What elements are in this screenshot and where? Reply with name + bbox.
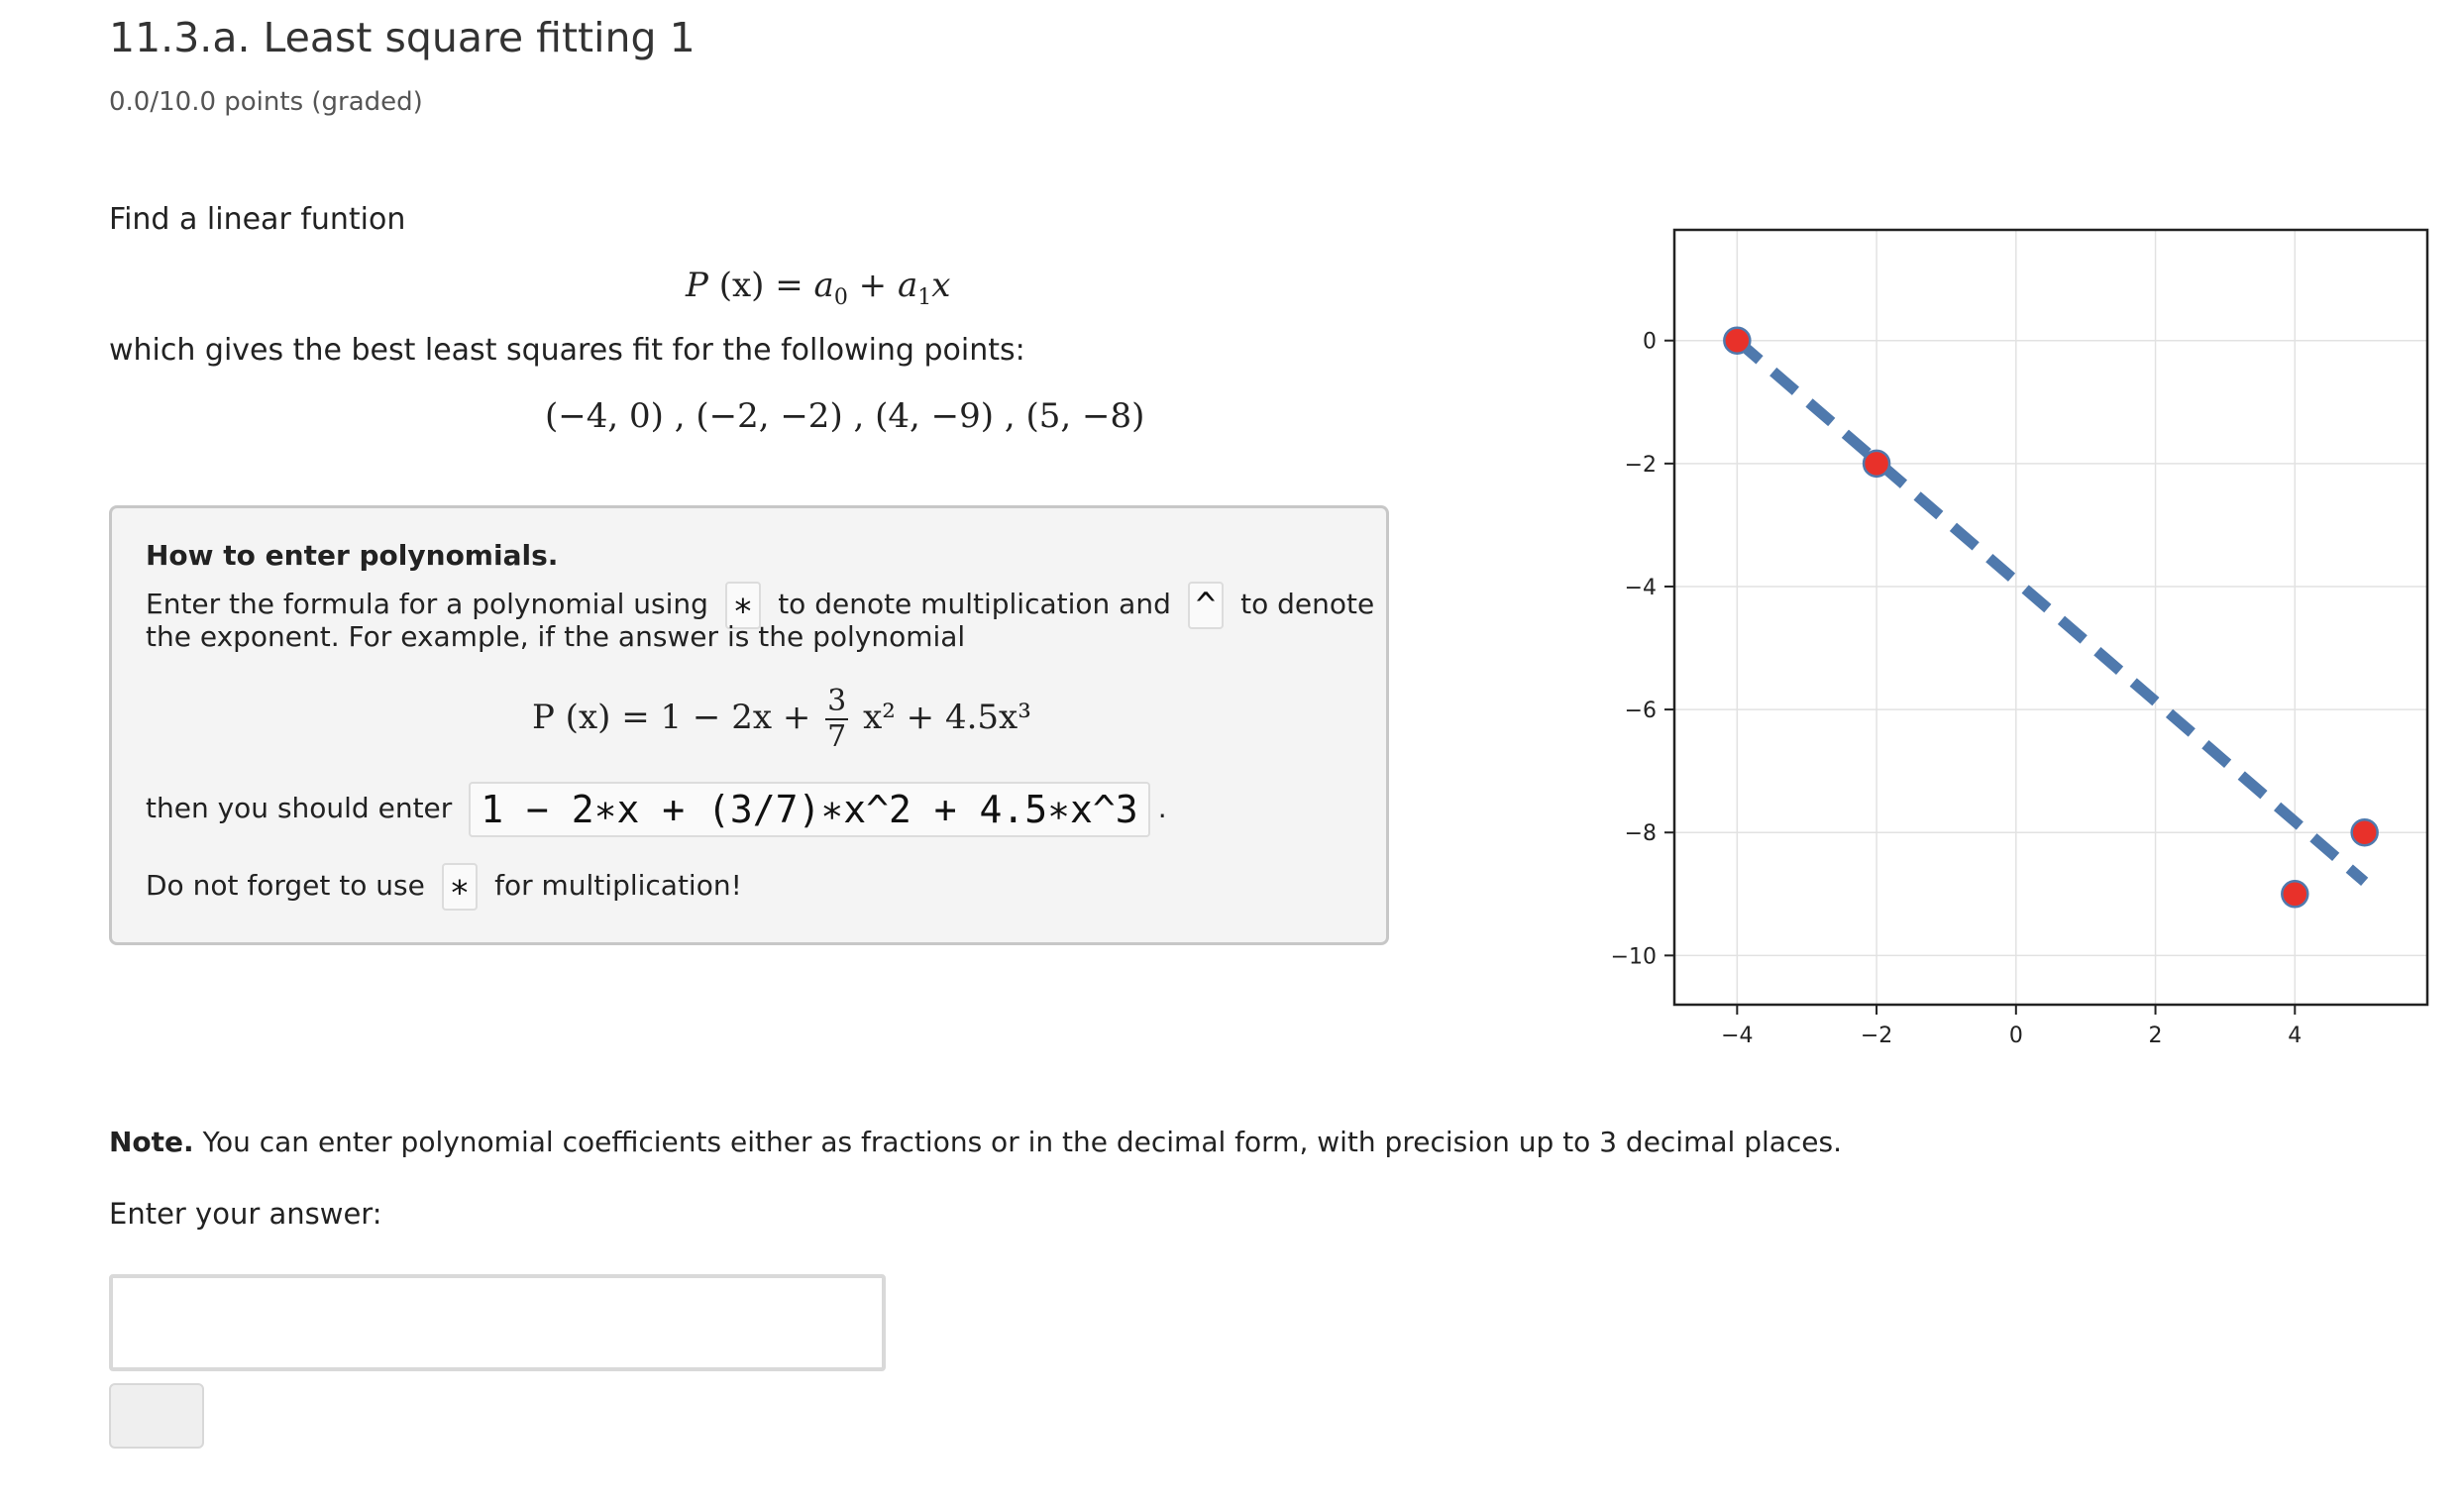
polynomial-help-box xyxy=(109,505,1389,945)
linear-function-equation xyxy=(686,266,950,310)
note-bold: Note. xyxy=(109,1126,194,1158)
eq-arg: (x) xyxy=(718,266,765,305)
help-line-3 xyxy=(146,782,1167,837)
tick-labels-group xyxy=(1611,330,2303,1048)
note-text xyxy=(109,1126,1842,1158)
help-heading: How to enter polynomials. xyxy=(146,539,559,572)
exponent-symbol: ^ xyxy=(1188,582,1224,629)
y-tick-label: −6 xyxy=(1624,699,1657,724)
example-eq-lhs: P (x) = 1 − 2x + xyxy=(532,698,811,737)
fraction-denominator: 7 xyxy=(827,719,847,754)
y-tick-label: −4 xyxy=(1624,575,1657,600)
x-tick-label: 4 xyxy=(2288,1024,2303,1048)
eq-equals: = xyxy=(775,266,803,305)
plot-grid xyxy=(1674,230,2427,1005)
y-tick-label: 0 xyxy=(1643,329,1657,355)
data-points-list: (−4, 0) , (−2, −2) , (4, −9) , (5, −8) xyxy=(545,396,1145,436)
data-point xyxy=(1724,328,1750,354)
help-line-1-text-a: Enter the formula for a polynomial using xyxy=(146,588,708,620)
points-status: 0.0/10.0 points (graded) xyxy=(109,87,423,117)
y-tick-label: −8 xyxy=(1624,821,1657,847)
question-title: 11.3.a. Least square fitting 1 xyxy=(109,14,696,61)
eq-a1-sub: 1 xyxy=(917,284,932,310)
plot-frame xyxy=(1674,230,2427,1005)
x-tick-label: −4 xyxy=(1721,1024,1754,1048)
fit-line xyxy=(1737,341,2364,882)
data-point xyxy=(2352,819,2378,845)
example-eq-rest: x² + 4.5x³ xyxy=(863,698,1031,737)
fraction-numerator: 3 xyxy=(827,684,847,718)
eq-plus: + xyxy=(858,266,888,305)
fit-description: which gives the best least squares fit for the following points: xyxy=(109,333,1025,368)
example-code: 1 − 2∗x + (3/7)∗x^2 + 4.5∗x^3 xyxy=(469,782,1149,837)
help-line-1-text-b: to denote multiplication and xyxy=(778,588,1171,620)
help-line-1-text-c: to denote xyxy=(1240,588,1375,620)
example-polynomial-equation xyxy=(532,685,1031,754)
x-tick-label: −2 xyxy=(1860,1024,1893,1048)
problem-intro: Find a linear funtion xyxy=(109,202,406,237)
eq-a1: a xyxy=(897,266,918,305)
help-line-3-period: . xyxy=(1157,792,1167,824)
x-tick-label: 0 xyxy=(2008,1024,2023,1048)
help-line-4-text-b: for multiplication! xyxy=(494,869,742,902)
answer-label: Enter your answer: xyxy=(109,1197,382,1231)
fit-line-group xyxy=(1737,341,2364,882)
multiplication-symbol: ∗ xyxy=(725,582,761,629)
multiplication-reminder-symbol: ∗ xyxy=(442,863,478,911)
submit-button[interactable] xyxy=(109,1383,204,1449)
note-body: You can enter polynomial coefficients either as fractions or in the decimal form, with precision up to 3 decimal places. xyxy=(193,1126,1843,1158)
eq-x: x xyxy=(931,266,951,305)
y-tick-label: −2 xyxy=(1624,452,1657,478)
eq-a0-sub: 0 xyxy=(833,284,848,310)
help-line-2: the exponent. For example, if the answer is the polynomial xyxy=(146,620,966,653)
x-tick-label: 2 xyxy=(2148,1024,2163,1048)
help-line-4 xyxy=(146,863,742,911)
data-point xyxy=(1864,451,1889,477)
least-squares-plot xyxy=(1595,208,2437,1080)
data-point xyxy=(2282,881,2307,907)
eq-a0: a xyxy=(813,266,834,305)
help-line-4-text-a: Do not forget to use xyxy=(146,869,425,902)
answer-input[interactable] xyxy=(109,1274,886,1371)
example-fraction xyxy=(825,685,848,754)
eq-lhs: P xyxy=(686,266,708,305)
help-line-3-text-a: then you should enter xyxy=(146,792,453,824)
y-tick-label: −10 xyxy=(1610,944,1657,970)
